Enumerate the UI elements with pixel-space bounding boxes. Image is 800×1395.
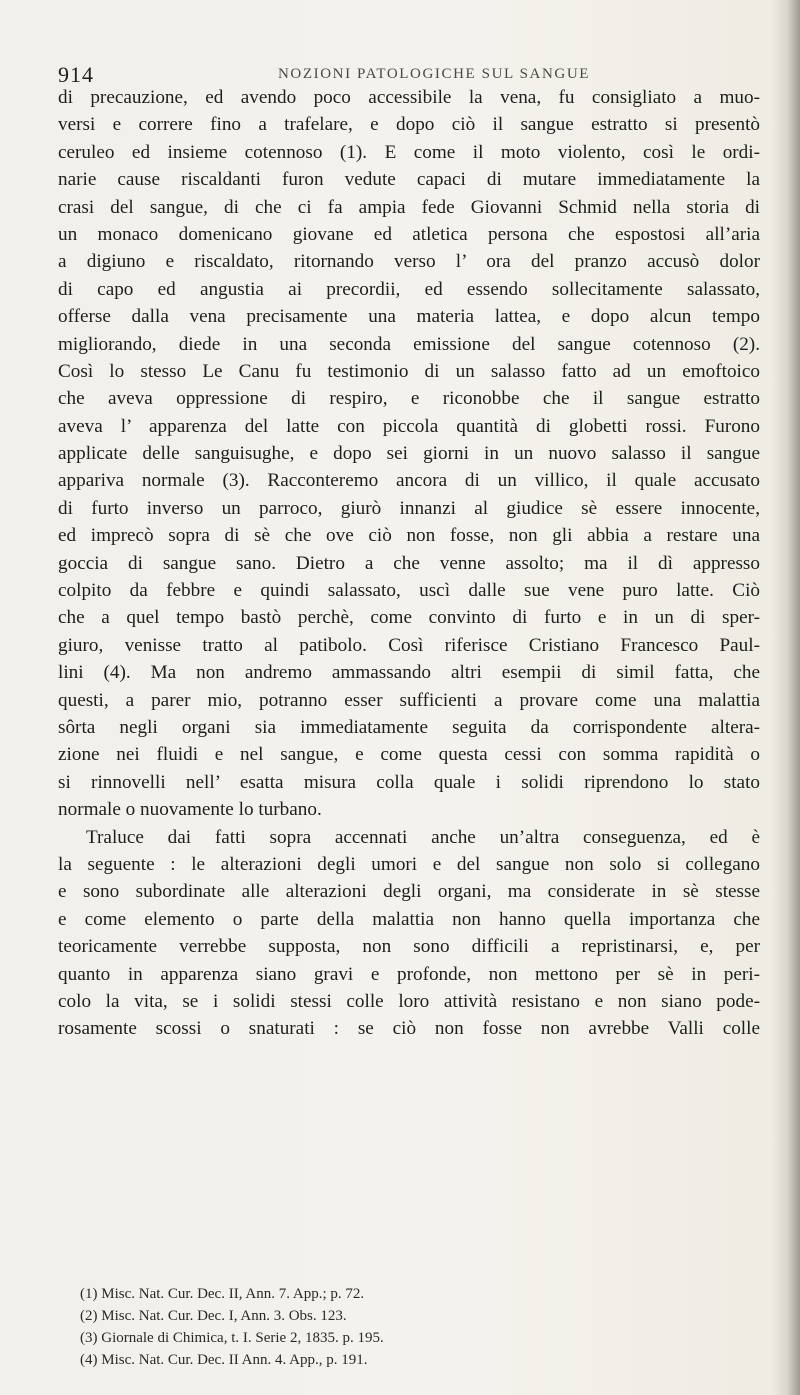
text-line: colo la vita, se i solidi stessi colle loro attività resistano e non siano pode- <box>58 990 760 1012</box>
text-line: che a quel tempo bastò perchè, come convinto di furto e in un di sper- <box>58 607 760 629</box>
footnotes <box>80 1283 720 1371</box>
text-line: ed imprecò sopra di sè che ove ciò non fosse, non gli abbia a restare una <box>58 525 760 547</box>
text-line: e sono subordinate alle alterazioni degli organi, ma considerate in sè stesse <box>58 881 760 903</box>
text-line: migliorando, diede in una seconda emissione del sangue cotennoso (2). <box>58 333 760 355</box>
text-line: versi e correre fino a trafelare, e dopo ciò il sangue estratto si presentò <box>58 114 760 136</box>
page-number: 914 <box>58 62 94 87</box>
text-line: e come elemento o parte della malattia non hanno quella importanza che <box>58 908 760 930</box>
text-line: normale o nuovamente lo turbano. <box>58 799 322 821</box>
text-line: lini (4). Ma non andremo ammassando altri esempii di simil fatta, che <box>58 662 760 684</box>
text-line: offerse dalla vena precisamente una materia lattea, e dopo alcun tempo <box>58 306 760 328</box>
text-line: quanto in apparenza siano gravi e profonde, non mettono per sè in peri- <box>58 963 760 985</box>
running-title: NOZIONI PATOLOGICHE SUL SANGUE <box>278 66 591 82</box>
text-line: zione nei fluidi e nel sangue, e come questa cessi con somma rapidità o <box>58 744 760 766</box>
text-line: questi, a parer mio, potranno esser sufficienti a provare come una malattia <box>58 689 760 711</box>
text-line: aveva l’ apparenza del latte con piccola quantità di globetti rossi. Furono <box>58 415 760 437</box>
text-line: la seguente : le alterazioni degli umori e del sangue non solo si collegano <box>58 853 760 875</box>
text-line: di furto inverso un parroco, giurò innanzi al giudice sè essere innocente, <box>58 497 760 519</box>
text-line: crasi del sangue, di che ci fa ampia fede Giovanni Schmid nella storia di <box>58 196 760 218</box>
text-line: di capo ed angustia ai precordii, ed essendo sollecitamente salassato, <box>58 278 760 300</box>
text-line: goccia di sangue sano. Dietro a che venne assolto; ma il dì appresso <box>58 552 760 574</box>
text-line: sôrta negli organi sia immediatamente seguita da corrispondente altera- <box>58 716 760 738</box>
text-line: che aveva oppressione di respiro, e riconobbe che il sangue estratto <box>58 388 760 410</box>
text-line: rosamente scossi o snaturati : se ciò non fosse non avrebbe Valli colle <box>58 1018 760 1040</box>
footnote: (1) Misc. Nat. Cur. Dec. II, Ann. 7. App.; p. 72. <box>80 1286 365 1302</box>
page-edge-shadow <box>772 0 800 1395</box>
text-line: appariva normale (3). Racconteremo ancora di un villico, il quale accusato <box>58 470 760 492</box>
footnote: (2) Misc. Nat. Cur. Dec. I, Ann. 3. Obs. 123. <box>80 1308 347 1324</box>
text-line: di precauzione, ed avendo poco accessibile la vena, fu consigliato a muo- <box>58 87 760 108</box>
body-text <box>58 84 760 1043</box>
text-line: a digiuno e riscaldato, ritornando verso l’ ora del pranzo accusò dolor <box>58 251 760 273</box>
text-line: un monaco domenicano giovane ed atletica persona che espostosi all’aria <box>58 223 760 245</box>
text-line: Così lo stesso Le Canu fu testimonio di un salasso fatto ad un emoftoico <box>58 360 760 382</box>
footnote: (4) Misc. Nat. Cur. Dec. II Ann. 4. App., p. 191. <box>80 1352 368 1368</box>
footnote: (3) Giornale di Chimica, t. I. Serie 2, 1835. p. 195. <box>80 1330 384 1346</box>
text-line: teoricamente verrebbe supposta, non sono difficili a repristinarsi, e, per <box>58 936 760 958</box>
text-line: si rinnovelli nell’ esatta misura colla quale i solidi riprendono lo stato <box>58 771 760 793</box>
text-line: applicate delle sanguisughe, e dopo sei giorni in un nuovo salasso il sangue <box>58 443 760 465</box>
text-line: Traluce dai fatti sopra accennati anche un’altra conseguenza, ed è <box>86 826 760 848</box>
text-line: ceruleo ed insieme cotennoso (1). E come il moto violento, così le ordi- <box>58 141 760 163</box>
text-line: colpito da febbre e quindi salassato, uscì dalle sue vene puro latte. Ciò <box>58 580 760 602</box>
text-line: narie cause riscaldanti furon vedute capaci di mutare immediatamente la <box>58 169 760 191</box>
text-line: giuro, venisse tratto al patibolo. Così riferisce Cristiano Francesco Paul- <box>58 634 760 656</box>
